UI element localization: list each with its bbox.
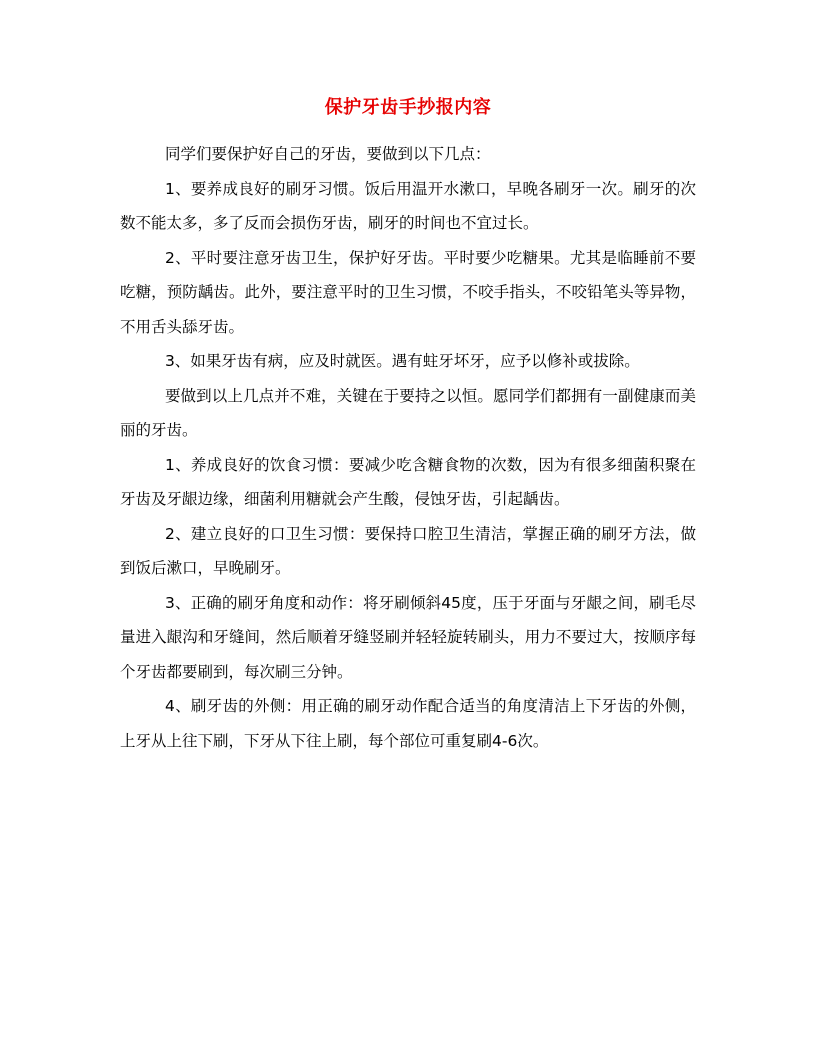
paragraph-habit-2: 2、建立良好的口卫生习惯：要保持口腔卫生清洁，掌握正确的刷牙方法，做到饭后漱口，早晚刷牙。 bbox=[120, 524, 696, 577]
paragraph-habit-1: 1、养成良好的饮食习惯：要减少吃含糖食物的次数，因为有很多细菌积聚在牙齿及牙龈边缘，细菌利用糖就会产生酸，侵蚀牙齿，引起龋齿。 bbox=[120, 455, 696, 508]
document-title: 保护牙齿手抄报内容 bbox=[324, 97, 492, 118]
paragraph-point-1: 1、要养成良好的刷牙习惯。饭后用温开水漱口，早晚各刷牙一次。刷牙的次数不能太多，多了反而会损伤牙齿，刷牙的时间也不宜过长。 bbox=[120, 179, 696, 232]
paragraph-point-3: 3、如果牙齿有病，应及时就医。遇有蛀牙坏牙，应予以修补或拔除。 bbox=[164, 352, 640, 370]
paragraph-point-2: 2、平时要注意牙齿卫生，保护好牙齿。平时要少吃糖果。尤其是临睡前不要吃糖，预防龋齿。此外，要注意平时的卫生习惯，不咬手指头，不咬铅笔头等异物，不用舌头舔牙齿。 bbox=[120, 248, 696, 336]
document-body bbox=[120, 137, 696, 758]
paragraph-habit-4: 4、刷牙齿的外侧：用正确的刷牙动作配合适当的角度清洁上下牙齿的外侧，上牙从上往下刷，下牙从下往上刷，每个部位可重复刷4-6次。 bbox=[120, 697, 696, 750]
paragraph-intro: 同学们要保护好自己的牙齿，要做到以下几点： bbox=[164, 145, 491, 163]
paragraph-habit-3: 3、正确的刷牙角度和动作：将牙刷倾斜45度，压于牙面与牙龈之间，刷毛尽量进入龈沟和牙缝间，然后顺着牙缝竖刷并轻轻旋转刷头，用力不要过大，按顺序每个牙齿都要刷到，每次刷三分钟。 bbox=[120, 593, 696, 681]
paragraph-summary: 要做到以上几点并不难，关键在于要持之以恒。愿同学们都拥有一副健康而美丽的牙齿。 bbox=[120, 386, 696, 439]
